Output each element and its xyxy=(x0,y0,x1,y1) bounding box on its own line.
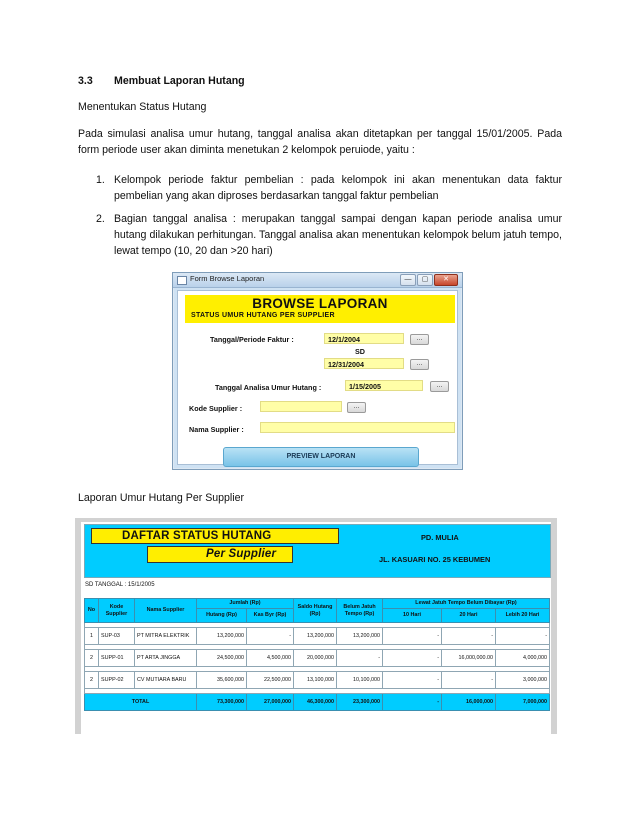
col-kode: Kode Supplier xyxy=(99,599,135,623)
total-saldo: 46,300,000 xyxy=(294,694,337,711)
cell-no: 2 xyxy=(85,650,99,667)
report-caption: Laporan Umur Hutang Per Supplier xyxy=(78,492,245,504)
list-item-2: Bagian tanggal analisa : merupakan tanggal sampai dengan kapan periode analisa umur hutang dilakukan perhitungan. Tanggal analisa akan menentukan kelompok belum jatuh tempo, lewat tempo (10, 20 dan >20 hari) xyxy=(114,213,562,257)
col-10-hari: 10 Hari xyxy=(383,609,442,623)
nama-supplier-label: Nama Supplier : xyxy=(189,425,244,434)
company-address: JL. KASUARI NO. 25 KEBUMEN xyxy=(379,555,491,564)
cell-kode: SUP-03 xyxy=(99,628,135,645)
subheading: Menentukan Status Hutang xyxy=(78,101,207,113)
total-hutang: 73,300,000 xyxy=(197,694,247,711)
company-name: PD. MULIA xyxy=(421,533,459,542)
browse-form-window xyxy=(172,272,463,470)
col-lewat: Lewat Jatuh Tempo Belum Dibayar (Rp) xyxy=(383,599,550,609)
cell-hutang: 24,500,000 xyxy=(197,650,247,667)
cell-hutang: 13,200,000 xyxy=(197,628,247,645)
minimize-button[interactable]: — xyxy=(400,274,416,286)
cell-kode: SUPP-02 xyxy=(99,672,135,689)
table-header-row xyxy=(85,599,550,609)
cell-belum: 13,200,000 xyxy=(337,628,383,645)
cell-saldo: 20,000,000 xyxy=(294,650,337,667)
report-subtitle: Per Supplier xyxy=(206,548,277,560)
total-lebih-20-hari: 7,000,000 xyxy=(496,694,550,711)
kode-supplier-lookup-button[interactable]: ... xyxy=(347,402,366,413)
list-item-1: Kelompok periode faktur pembelian : pada kelompok ini akan menentukan data faktur pembelian yang akan diproses berdasarkan tanggal faktur pembelian xyxy=(114,174,562,202)
col-jumlah: Jumlah (Rp) xyxy=(197,599,294,609)
periode-label: Tanggal/Periode Faktur : xyxy=(210,335,294,344)
maximize-button[interactable]: ▢ xyxy=(417,274,433,286)
section-title: Membuat Laporan Hutang xyxy=(114,75,245,87)
total-belum: 23,300,000 xyxy=(337,694,383,711)
window-titlebar[interactable] xyxy=(173,273,462,288)
cell-belum: 10,100,000 xyxy=(337,672,383,689)
cell-belum: - xyxy=(337,650,383,667)
cell-nama: CV MUTIARA BARU xyxy=(135,672,197,689)
sd-tanggal: SD TANGGAL : 15/1/2005 xyxy=(85,582,155,588)
cell-lebih-20-hari: 3,000,000 xyxy=(496,672,550,689)
total-10-hari: - xyxy=(383,694,442,711)
date-from-picker-button[interactable]: ... xyxy=(410,334,429,345)
col-20-hari: 20 Hari xyxy=(442,609,496,623)
total-kasbyr: 27,000,000 xyxy=(247,694,294,711)
report-subtitle-box xyxy=(147,546,293,563)
close-button[interactable]: ✕ xyxy=(434,274,458,286)
table-row xyxy=(85,628,550,645)
total-row xyxy=(85,694,550,711)
date-to-input[interactable]: 12/31/2004 xyxy=(324,358,404,369)
sd-label: SD xyxy=(355,347,365,356)
total-20-hari: 16,000,000 xyxy=(442,694,496,711)
cell-kode: SUPP-01 xyxy=(99,650,135,667)
total-label: TOTAL xyxy=(85,694,197,711)
cell-no: 2 xyxy=(85,672,99,689)
cell-lebih-20-hari: 4,000,000 xyxy=(496,650,550,667)
analisa-date-input[interactable]: 1/15/2005 xyxy=(345,380,423,391)
report-screenshot xyxy=(75,518,557,734)
table-row xyxy=(85,650,550,667)
report-title-box xyxy=(91,528,339,544)
date-from-input[interactable]: 12/1/2004 xyxy=(324,333,404,344)
cell-no: 1 xyxy=(85,628,99,645)
col-kasbyr: Kas Byr (Rp) xyxy=(247,609,294,623)
cell-kasbyr: - xyxy=(247,628,294,645)
cell-nama: PT ARTA JINGGA xyxy=(135,650,197,667)
nama-supplier-input[interactable] xyxy=(260,422,455,433)
report-title: DAFTAR STATUS HUTANG xyxy=(122,530,272,542)
cell-hutang: 35,600,000 xyxy=(197,672,247,689)
report-page xyxy=(81,522,551,734)
preview-laporan-button[interactable]: PREVIEW LAPORAN xyxy=(223,447,419,467)
section-number: 3.3 xyxy=(78,75,93,87)
cell-10-hari: - xyxy=(383,650,442,667)
cell-20-hari: - xyxy=(442,628,496,645)
col-saldo: Saldo Hutang (Rp) xyxy=(294,599,337,623)
form-banner xyxy=(185,295,455,323)
list-number-2: 2. xyxy=(96,213,105,225)
analisa-label: Tanggal Analisa Umur Hutang : xyxy=(215,383,322,392)
window-title: Form Browse Laporan xyxy=(190,274,265,283)
intro-paragraph: Pada simulasi analisa umur hutang, tanggal analisa akan ditetapkan per tanggal 15/01/2005. Pada form periode user akan diminta menetukan 2 kelompok peruiode, yaitu : xyxy=(78,128,562,156)
cell-nama: PT MITRA ELEKTRIK xyxy=(135,628,197,645)
banner-subtitle: STATUS UMUR HUTANG PER SUPPLIER xyxy=(191,312,335,319)
kode-supplier-label: Kode Supplier : xyxy=(189,404,243,413)
cell-saldo: 13,100,000 xyxy=(294,672,337,689)
cell-10-hari: - xyxy=(383,672,442,689)
col-no: No xyxy=(85,599,99,623)
cell-lebih-20-hari: - xyxy=(496,628,550,645)
cell-kasbyr: 22,500,000 xyxy=(247,672,294,689)
cell-saldo: 13,200,000 xyxy=(294,628,337,645)
cell-10-hari: - xyxy=(383,628,442,645)
col-nama: Nama Supplier xyxy=(135,599,197,623)
form-client-area xyxy=(177,290,458,465)
date-to-picker-button[interactable]: ... xyxy=(410,359,429,370)
cell-20-hari: 16,000,000.00 xyxy=(442,650,496,667)
col-belum: Belum Jatuh Tempo (Rp) xyxy=(337,599,383,623)
list-number-1: 1. xyxy=(96,174,105,186)
banner-title: BROWSE LAPORAN xyxy=(252,296,388,311)
col-hutang: Hutang (Rp) xyxy=(197,609,247,623)
kode-supplier-input[interactable] xyxy=(260,401,342,412)
cell-20-hari: - xyxy=(442,672,496,689)
col-lebih-20-hari: Lebih 20 Hari xyxy=(496,609,550,623)
hutang-table xyxy=(84,598,550,711)
cell-kasbyr: 4,500,000 xyxy=(247,650,294,667)
table-row xyxy=(85,672,550,689)
analisa-picker-button[interactable]: ... xyxy=(430,381,449,392)
form-window-icon xyxy=(177,276,187,285)
